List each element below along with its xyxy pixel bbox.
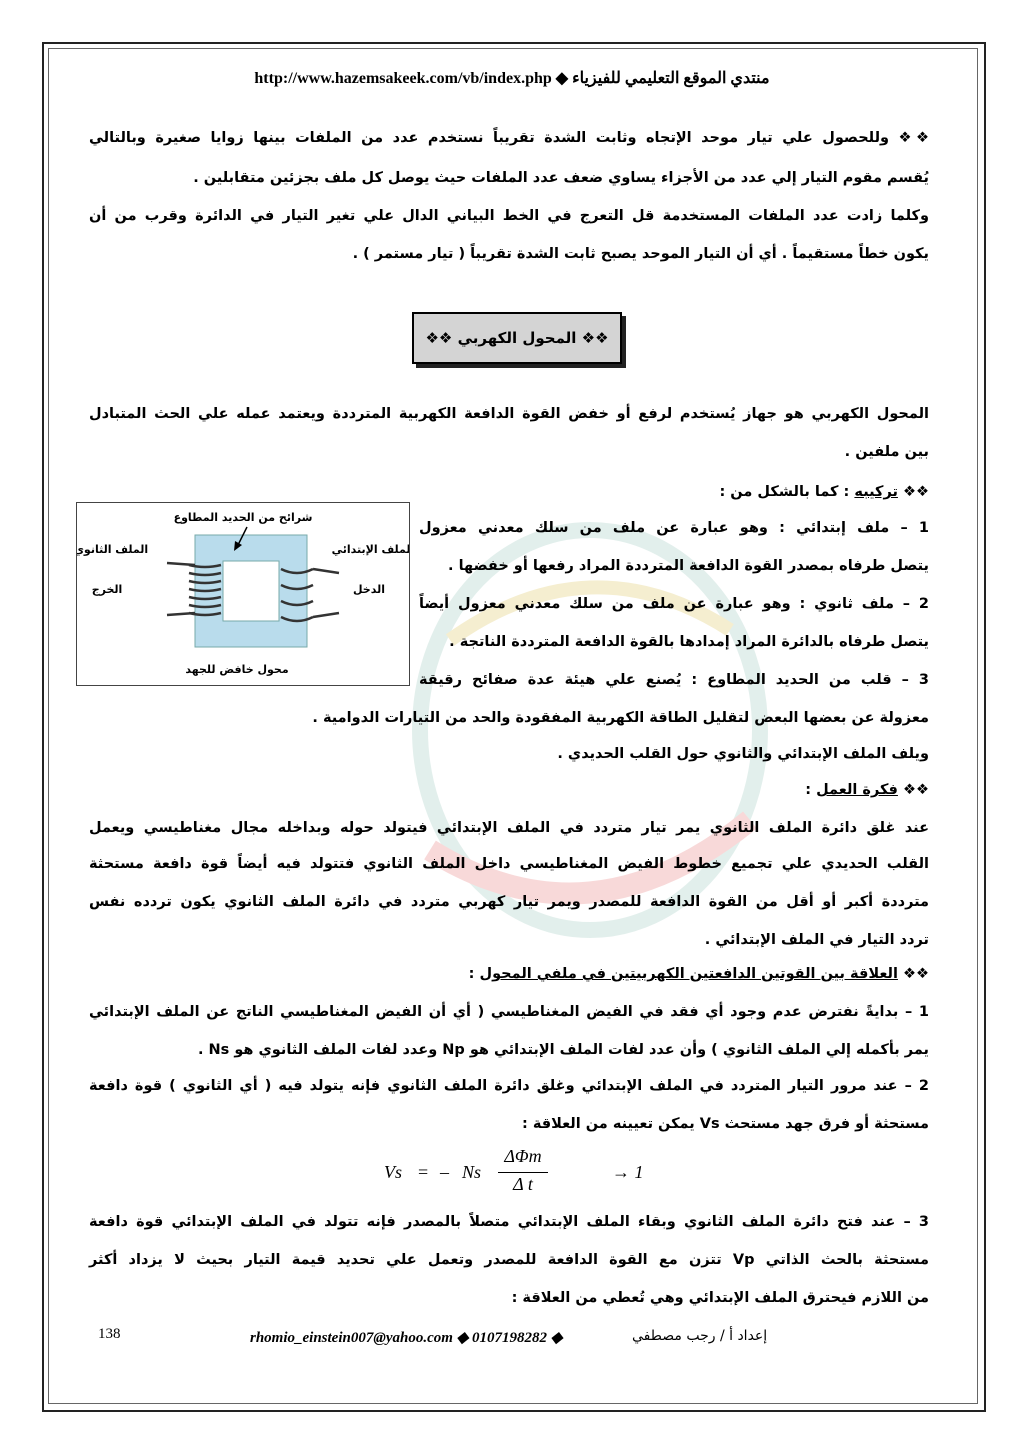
operation-line-4: تردد التيار في الملف الإبتدائي . [704, 932, 929, 948]
footer-author: إعداد أ / رجب مصطفي [632, 1328, 768, 1344]
relation-p3-line-3: من اللازم فيحترق الملف الإبتدائي وهي تُعطي من العلاقة : [511, 1290, 929, 1306]
structure-item-2a: 2 – ملف ثانوي : وهو عبارة عن ملف من سلك معدني معزول أيضاً [419, 596, 929, 612]
structure-item-3b: معزولة عن بعضها البعض لتقليل الطاقة الكهربية المفقودة والحد من التيارات الدوامية . [312, 710, 929, 726]
intro-line-4: يكون خطاً مستقيماً . أي أن التيار الموحد يصبح ثابت الشدة تقريباً ( تيار مستمر ) . [352, 246, 929, 262]
intro-line-1: ❖❖ وللحصول علي تيار موحد الإتجاه وثابت الشدة تقريباً نستخدم عدد من الملفات بينها زوايا صغيرة وبالتالي [89, 130, 929, 146]
intro-line-2: يُقسم مقوم التيار إلي عدد من الأجزاء يساوي ضعف عدد الملفات حيث يوصل كل ملف بجزئين متقابلين . [193, 170, 929, 186]
eq-denominator: Δ t [513, 1174, 533, 1194]
structure-item-1a: 1 – ملف إبتدائي : وهو عبارة عن ملف من سلك معدني معزول [419, 520, 929, 536]
primary-label: الملف الإبتدائي [331, 543, 409, 556]
section-title: ❖❖ المحول الكهربي ❖❖ [412, 312, 622, 364]
transformer-diagram [77, 503, 409, 685]
eq-ref: → 1 [612, 1162, 644, 1182]
footer-contact: rhomio_einstein007@yahoo.com ◆ 0107198282 ◆ [250, 1330, 563, 1346]
eq-fraction-bar [498, 1172, 548, 1173]
structure-heading [89, 484, 929, 500]
output-label: الخرج [91, 583, 123, 596]
relation-heading-label: العلاقة بين القوتين الدافعتين الكهربيتين في ملفي المحول [479, 966, 898, 982]
structure-heading-label: تركيبه [854, 484, 898, 500]
operation-heading-prefix: ❖❖ [903, 782, 929, 798]
definition-line-1: المحول الكهربي هو جهاز يُستخدم لرفع أو خفض القوة الدافعة الكهربية المترددة ويعتمد عمله علي الحث المتبادل [89, 406, 929, 422]
relation-p3-line-2: مستحثة بالحث الذاتي Vp تتزن مع القوة الدافعة للمصدر وتعمل علي تحديد قيمة التيار بحيث لا يزداد أكثر [89, 1252, 929, 1268]
transformer-figure [76, 502, 410, 686]
secondary-label: الملف الثانوي [77, 543, 149, 556]
operation-heading-suffix: : [805, 782, 812, 798]
page-number: 138 [98, 1326, 121, 1342]
relation-p1-line-1: 1 – بدايةً نفترض عدم وجود أي فقد في الفيض المغناطيسي ( أي أن الفيض المغناطيسي الناتج عن الملف الإبتدائي [89, 1004, 929, 1020]
structure-item-3c: ويلف الملف الإبتدائي والثانوي حول القلب الحديدي . [557, 746, 929, 762]
definition-line-2: بين ملفين . [844, 444, 929, 460]
equation-1 [380, 1148, 680, 1198]
relation-p1-line-2: يمر بأكمله إلي الملف الثانوي ) وأن عدد لفات الملف الإبتدائي هو Np وعدد لفات الملف الثانوي هو Ns . [197, 1042, 929, 1058]
input-label: الدخل [352, 583, 386, 596]
relation-heading-prefix: ❖❖ [903, 966, 929, 982]
figure-caption: محول خافض للجهد [185, 663, 289, 676]
intro-line-3: وكلما زادت عدد الملفات المستخدمة قل التعرج في الخط البياني الدال علي تغير التيار في الدائرة وقرب من أن [89, 208, 929, 224]
eq-numerator: ΔΦm [504, 1146, 542, 1166]
structure-item-3a: 3 – قلب من الحديد المطاوع : يُصنع علي هيئة عدة صفائح رقيقة [419, 672, 929, 688]
operation-line-3: مترددة أكبر أو أقل من القوة الدافعة للمصدر ويمر تيار كهربي متردد في دائرة الملف الثانوي يكون تردده نفس [89, 894, 929, 910]
structure-item-1b: يتصل طرفاه بمصدر القوة الدافعة المترددة المراد رفعها أو خفضها . [448, 558, 929, 574]
operation-line-2: القلب الحديدي علي تجميع خطوط الفيض المغناطيسي داخل الملف الثانوي فتتولد فيه أيضاً قوة دافعة مستحثة [89, 856, 929, 872]
structure-heading-suffix: : كما بالشكل من : [719, 484, 850, 500]
page-footer [60, 1326, 964, 1350]
eq-lhs: Vs [384, 1162, 402, 1182]
operation-heading-label: فكرة العمل [816, 782, 898, 798]
operation-line-1: عند غلق دائرة الملف الثانوي يمر تيار متردد في الملف الإبتدائي فيتولد حوله وبداخله مجال مغناطيسي ويعمل [89, 820, 929, 836]
relation-p2-line-1: 2 – عند مرور التيار المتردد في الملف الإبتدائي وغلق دائرة الملف الثانوي فإنه يتولد فيه ( أي الثانوي ) قوة دافعة [89, 1078, 929, 1094]
page-header: http://www.hazemsakeek.com/vb/index.php ◆ منتدي الموقع التعليمي للفيزياء [254, 70, 770, 87]
structure-item-2b: يتصل طرفاه بالدائرة المراد إمدادها بالقوة الدافعة المترددة الناتجة . [449, 634, 929, 650]
relation-heading [89, 966, 929, 982]
eq-minus: – [440, 1162, 449, 1182]
relation-heading-suffix: : [468, 966, 475, 982]
relation-p2-line-2: مستحثة أو فرق جهد مستحث Vs يمكن تعيينه من العلاقة : [521, 1116, 929, 1132]
core-label: شرائح من الحديد المطاوع [173, 511, 313, 524]
relation-p3-line-1: 3 – عند فتح دائرة الملف الثانوي وبقاء الملف الإبتدائي متصلاً بالمصدر فإنه تتولد في الملف الإبتدائي قوة دافعة [89, 1214, 929, 1230]
core-window [223, 561, 279, 621]
operation-heading [89, 782, 929, 798]
eq-coef: Ns [462, 1162, 482, 1182]
eq-equals: = [418, 1162, 429, 1182]
structure-heading-prefix: ❖❖ [903, 484, 929, 500]
